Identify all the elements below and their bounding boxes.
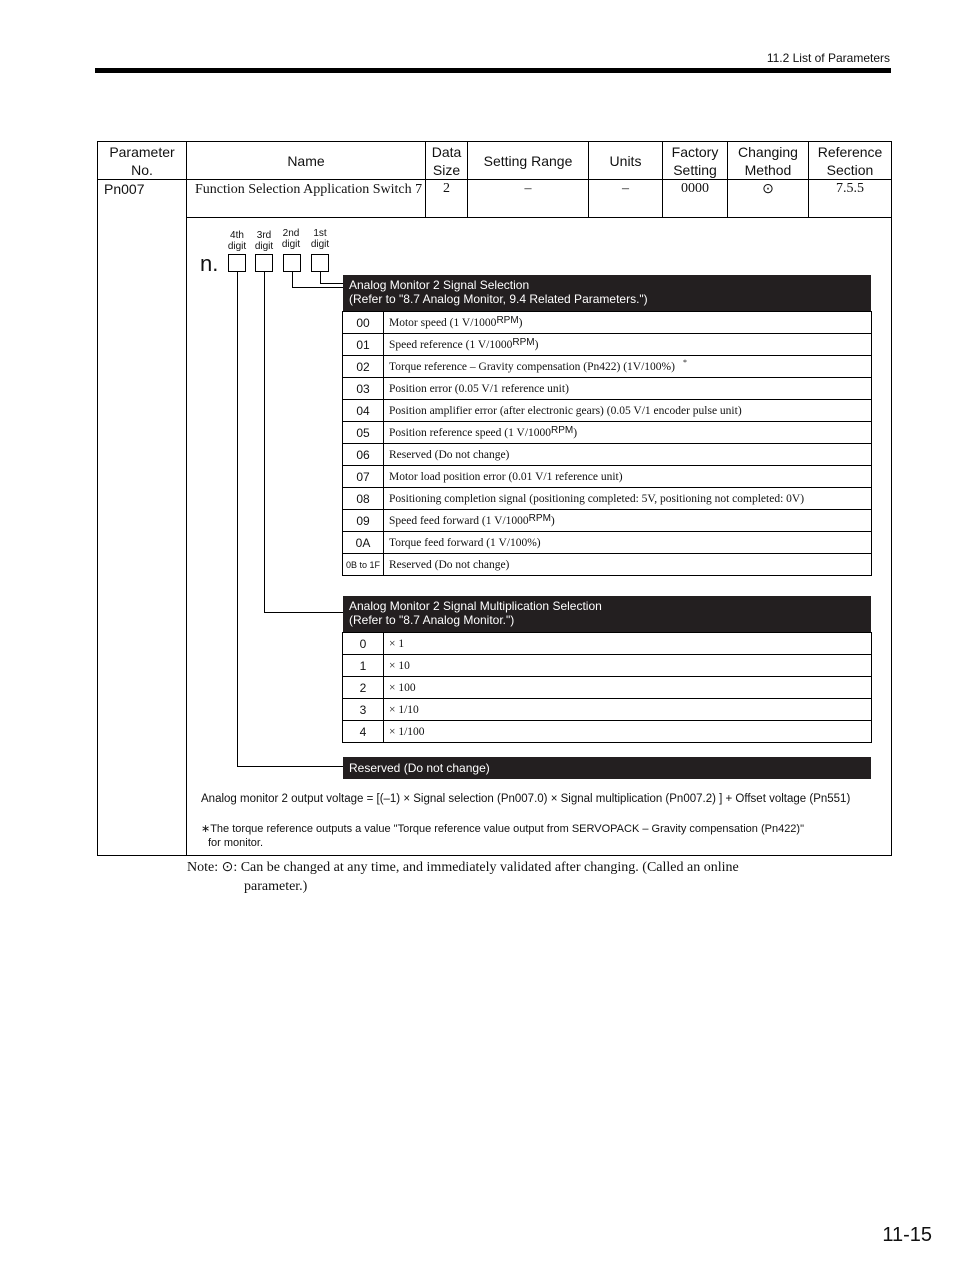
option-code: 3: [343, 699, 384, 721]
digit-word: digit: [227, 241, 247, 252]
option-desc: Position error (0.05 V/1 reference unit): [384, 378, 872, 400]
option-code: 4: [343, 721, 384, 743]
option-suffix: ): [518, 316, 523, 329]
section-header: 11.2 List of Parameters: [766, 51, 890, 65]
parameter-prefix: n.: [200, 251, 219, 276]
digit-word: digit: [310, 239, 330, 250]
header-reference-section: Reference Section: [809, 142, 892, 180]
list-item: [343, 677, 872, 699]
signal-selection-table: [342, 311, 872, 576]
list-item: [343, 554, 872, 576]
footnote-line: for monitor.: [208, 837, 264, 849]
digit-box-2nd: [283, 254, 301, 272]
option-code: 00: [343, 312, 384, 334]
footnote-marker: *: [682, 357, 687, 367]
option-desc: Positioning completion signal (positioning completed: 5V, positioning not completed: 0V): [384, 488, 872, 510]
option-desc: Reserved (Do not change): [384, 444, 872, 466]
option-desc: [384, 422, 872, 444]
option-desc: × 10: [384, 655, 872, 677]
connector-line: [320, 272, 321, 283]
connector-line: [292, 272, 293, 287]
digit-ord: 4th: [230, 230, 244, 241]
cell-changing-method: ⊙: [728, 180, 809, 218]
digit-box-4th: [228, 254, 246, 272]
list-item: [343, 721, 872, 743]
list-item: [343, 633, 872, 655]
digit-ord: 1st: [313, 228, 327, 239]
multiplication-selection-table: [342, 632, 872, 743]
header-factory-setting: Factory Setting: [663, 142, 728, 180]
option-code: 0: [343, 633, 384, 655]
list-item: [343, 422, 872, 444]
cell-factory-setting: 0000: [663, 180, 728, 218]
option-code: 02: [343, 356, 384, 378]
page-number: 11-15: [882, 1224, 932, 1246]
rpm-unit: RPM: [551, 424, 574, 436]
option-code: 0B to 1F: [343, 554, 384, 576]
option-code: 0A: [343, 532, 384, 554]
header-name: Name: [187, 142, 426, 180]
digit-box-3rd: [255, 254, 273, 272]
rpm-unit: RPM: [496, 314, 519, 326]
option-desc: Motor load position error (0.01 V/1 reference unit): [384, 466, 872, 488]
option-suffix: ): [550, 514, 555, 527]
list-item: [343, 356, 872, 378]
option-desc: [384, 334, 872, 356]
option-code: 1: [343, 655, 384, 677]
option-desc: [384, 312, 872, 334]
multiplication-selection-title: Analog Monitor 2 Signal Multiplication Selection: [349, 599, 602, 613]
option-desc: × 1/100: [384, 721, 872, 743]
cell-name: Function Selection Application Switch 7: [187, 180, 426, 218]
cell-data-size: 2: [426, 180, 468, 218]
option-code: 04: [343, 400, 384, 422]
option-desc: × 100: [384, 677, 872, 699]
option-suffix: ): [573, 426, 578, 439]
option-code: 07: [343, 466, 384, 488]
table-row: [98, 180, 892, 218]
list-item: [343, 466, 872, 488]
note-continuation: parameter.): [244, 879, 308, 894]
list-item: [343, 510, 872, 532]
option-desc: Position amplifier error (after electronic gears) (0.05 V/1 encoder pulse unit): [384, 400, 872, 422]
option-suffix: ): [534, 338, 539, 351]
option-desc: × 1/10: [384, 699, 872, 721]
list-item: [343, 334, 872, 356]
option-desc: [384, 510, 872, 532]
list-item: [343, 444, 872, 466]
digit-ord: 3rd: [256, 230, 272, 241]
list-item: [343, 488, 872, 510]
option-code: 05: [343, 422, 384, 444]
connector-line: [320, 283, 343, 284]
list-item: [343, 400, 872, 422]
list-item: [343, 312, 872, 334]
option-text: Speed reference (1 V/1000: [389, 338, 513, 351]
cell-setting-range: –: [468, 180, 589, 218]
header-data-size: Data Size: [426, 142, 468, 180]
option-text: Position reference speed (1 V/1000: [389, 426, 552, 439]
header-row: [98, 142, 892, 180]
option-desc: [384, 356, 872, 378]
cell-reference-section: 7.5.5: [809, 180, 892, 218]
header-units: Units: [589, 142, 663, 180]
header-setting-range: Setting Range: [468, 142, 589, 180]
cell-parameter-no: Pn007: [98, 180, 187, 856]
connector-line: [237, 272, 238, 766]
footnote-line: ∗The torque reference outputs a value "Torque reference value output from SERVOPACK – Gravity compensation (Pn422)": [201, 823, 804, 835]
footnote: [201, 822, 881, 850]
connector-line: [237, 766, 343, 767]
digit-word: digit: [281, 239, 301, 250]
digit-word: digit: [254, 241, 274, 252]
option-code: 06: [343, 444, 384, 466]
connector-line: [264, 272, 265, 612]
option-code: 01: [343, 334, 384, 356]
digit-label-4th: [225, 230, 249, 252]
option-code: 03: [343, 378, 384, 400]
list-item: [343, 532, 872, 554]
multiplication-selection-header: [343, 596, 871, 632]
top-rule: [95, 68, 891, 73]
option-text: Motor speed (1 V/1000: [389, 316, 497, 329]
signal-selection-reference: (Refer to "8.7 Analog Monitor, 9.4 Related Parameters."): [349, 292, 648, 306]
option-code: 2: [343, 677, 384, 699]
cell-units: –: [589, 180, 663, 218]
option-code: 08: [343, 488, 384, 510]
digit-label-2nd: [279, 228, 303, 250]
note: Note: ⊙: Can be changed at any time, and immediately validated after changing. (Called an online: [187, 860, 739, 875]
option-desc: Torque feed forward (1 V/100%): [384, 532, 872, 554]
signal-selection-title: Analog Monitor 2 Signal Selection: [349, 278, 530, 292]
connector-line: [292, 287, 343, 288]
reserved-header: Reserved (Do not change): [343, 757, 871, 779]
option-text: Speed feed forward (1 V/1000: [389, 514, 529, 527]
digit-ord: 2nd: [282, 228, 300, 239]
header-changing-method: Changing Method: [728, 142, 809, 180]
digit-label-3rd: [252, 230, 276, 252]
option-desc: × 1: [384, 633, 872, 655]
multiplication-selection-reference: (Refer to "8.7 Analog Monitor."): [349, 613, 515, 627]
rpm-unit: RPM: [528, 512, 551, 524]
list-item: [343, 699, 872, 721]
output-voltage-formula: Analog monitor 2 output voltage = [(–1) × Signal selection (Pn007.0) × Signal multiplication (Pn007.2) ] + Offset voltage (Pn551): [201, 793, 851, 805]
signal-selection-header: [343, 275, 871, 311]
option-text: Torque reference – Gravity compensation (Pn422) (1V/100%): [389, 360, 675, 373]
digit-box-1st: [311, 254, 329, 272]
rpm-unit: RPM: [512, 336, 535, 348]
option-desc: Reserved (Do not change): [384, 554, 872, 576]
option-code: 09: [343, 510, 384, 532]
connector-line: [264, 612, 343, 613]
digit-label-1st: [308, 228, 332, 250]
list-item: [343, 378, 872, 400]
header-parameter-no: Parameter No.: [98, 142, 187, 180]
list-item: [343, 655, 872, 677]
